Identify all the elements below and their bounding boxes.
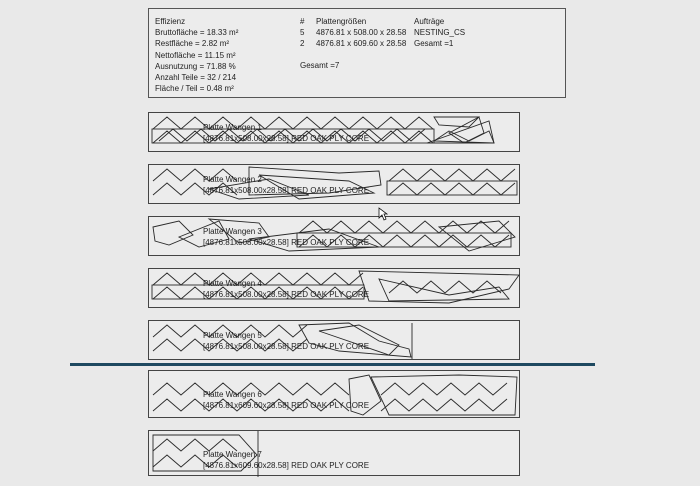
efficiency-column — [155, 16, 238, 94]
plate-7[interactable] — [148, 430, 520, 476]
size-row-dims: 4876.81 x 609.60 x 28.58 — [316, 39, 407, 49]
plate-2-label — [203, 175, 369, 196]
size-row-dims: 4876.81 x 508.00 x 28.58 — [316, 28, 407, 38]
sizes-column — [316, 16, 406, 50]
orders-column — [414, 16, 465, 50]
plate-4-label — [203, 279, 369, 300]
plate-dims: [4876.81x609.60x28.58] RED OAK PLY CORE — [203, 460, 370, 470]
orders-heading: Aufträge — [414, 17, 445, 26]
plate-title: Platte Wangen 2 — [203, 175, 262, 184]
sizes-count-column — [300, 16, 312, 50]
plate-dims: [4876.81x508.00x28.58] RED OAK PLY CORE — [203, 185, 370, 195]
gross-area: Bruttofläche = 18.33 m² — [155, 28, 239, 38]
size-row-count: 5 — [300, 28, 305, 38]
order-total: Gesamt =1 — [414, 39, 454, 49]
part-count: Anzahl Teile = 32 / 214 — [155, 73, 237, 83]
plate-title: Platte Wangen 4 — [203, 279, 262, 288]
plate-dims: [4876.81x508.00x28.58] RED OAK PLY CORE — [203, 237, 370, 247]
plate-dims: [4876.81x508.00x28.58] RED OAK PLY CORE — [203, 289, 370, 299]
utilization: Ausnutzung = 71.88 % — [155, 61, 236, 71]
sizes-total: Gesamt =7 — [300, 61, 340, 70]
plate-1-label — [203, 123, 369, 144]
plate-5-label — [203, 331, 369, 352]
plate-dims: [4876.81x508.00x28.58] RED OAK PLY CORE — [203, 341, 370, 351]
size-row-count: 2 — [300, 39, 305, 49]
efficiency-summary-panel — [148, 8, 566, 98]
sizes-heading: Plattengrößen — [316, 17, 367, 26]
plate-7-label — [203, 450, 369, 471]
plate-4[interactable] — [148, 268, 520, 308]
plate-3[interactable] — [148, 216, 520, 256]
plate-5[interactable] — [148, 320, 520, 360]
plate-dims: [4876.81x609.60x28.58] RED OAK PLY CORE — [203, 400, 370, 410]
plate-1[interactable] — [148, 112, 520, 152]
plate-title: Platte Wangen 6 — [203, 390, 262, 399]
order-name: NESTING_CS — [414, 28, 466, 38]
plate-title: Platte Wangen 7 — [203, 450, 262, 459]
plate-title: Platte Wangen 1 — [203, 123, 262, 132]
efficiency-heading: Effizienz — [155, 17, 186, 26]
plate-title: Platte Wangen 3 — [203, 227, 262, 236]
section-divider — [70, 363, 595, 366]
net-area: Nettofläche = 11.15 m² — [155, 50, 236, 60]
plate-title: Platte Wangen 5 — [203, 331, 262, 340]
remaining-area: Restfläche = 2.82 m² — [155, 39, 230, 49]
plate-2[interactable] — [148, 164, 520, 204]
sizes-hash-heading: # — [300, 17, 305, 26]
mouse-cursor-icon — [378, 207, 388, 221]
plate-6[interactable] — [148, 370, 520, 418]
area-per-part: Fläche / Teil = 0.48 m² — [155, 84, 234, 94]
plate-6-label — [203, 390, 369, 411]
plate-3-label — [203, 227, 369, 248]
plate-dims: [4876.81x508.00x28.58] RED OAK PLY CORE — [203, 133, 370, 143]
